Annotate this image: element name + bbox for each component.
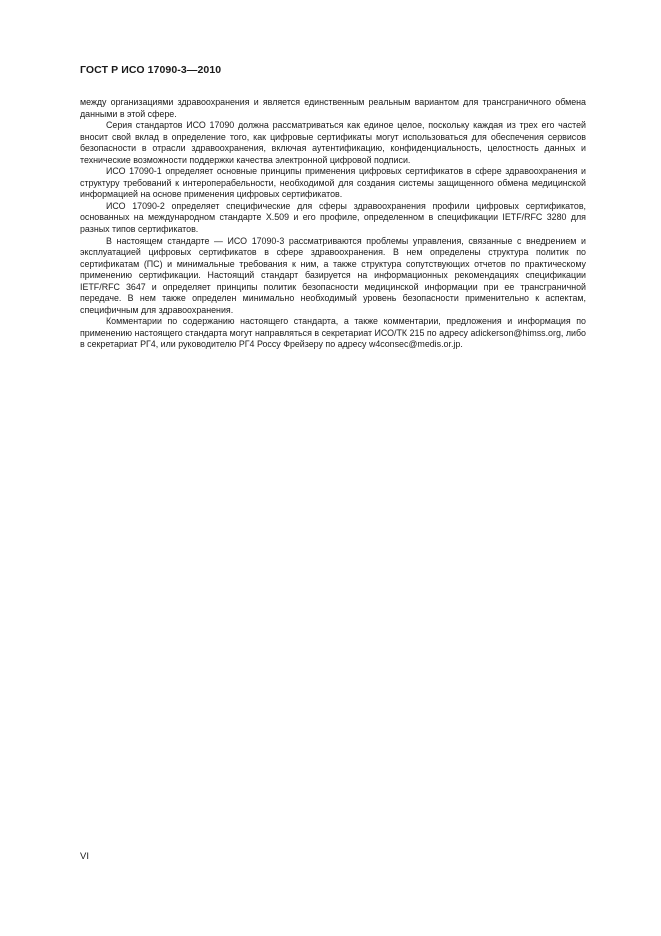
document-header [80,64,221,76]
standard-title: ГОСТ Р ИСО 17090-3—2010 [80,64,222,76]
paragraph-part-2: ИСО 17090-2 определяет специфические для сферы здравоохранения профили цифровых сертификатов, основанных на международном стандарте X.509 и его профиле, определенном в спецификации IETF/RFC 3280 для разных типов сертификатов. [80,200,586,235]
paragraph-series-overview: Серия стандартов ИСО 17090 должна рассматриваться как единое целое, поскольку каждая из трех его частей вносит свой вклад в определение того, как цифровые сертификаты могут использоваться для обеспечения сервисов безопасности в отрасли здравоохранения, включая аутентификацию, конфиденциальность, целостность данных и технические возможности поддержки качества электронной цифровой подписи. [80,120,586,165]
paragraph-comments: Комментарии по содержанию настоящего стандарта, а также комментарии, предложения и информация по применению настоящего стандарта могут направляться в секретариат ИСО/ТК 215 по адресу adickerson@himss.org, либо в секретариат РГ4, или руководителю РГ4 Россу Фрейзеру по адресу w4consec@medis.or.jp. [80,316,586,350]
paragraph-part-1: ИСО 17090-1 определяет основные принципы применения цифровых сертификатов в сфере здравоохранения и структуру требований к интероперабельности, необходимой для создания системы защищенного обмена медицинской информацией на основе применения цифровых сертификатов. [80,166,586,200]
document-body [80,97,586,351]
paragraph-part-3: В настоящем стандарте — ИСО 17090-3 рассматриваются проблемы управления, связанные с внедрением и эксплуатацией цифровых сертификатов в сфере здравоохранения. В нем определены структура политик по сертификатам (ПС) и минимальные требования к ним, а также структура сопутствующих отчетов по практическому применению сертификации. Настоящий стандарт базируется на информационных рекомендациях спецификации IETF/RFC 3647 и определяет принципы политик безопасности медицинской информации при ее трансграничной передаче. В нем также определен минимально необходимый уровень безопасности применительно к аспектам, специфичным для здравоохранения. [80,235,586,315]
page-number: VI [80,851,89,862]
paragraph-continuation: между организациями здравоохранения и является единственным реальным вариантом для трансграничного обмена данными в этой сфере. [80,97,586,119]
